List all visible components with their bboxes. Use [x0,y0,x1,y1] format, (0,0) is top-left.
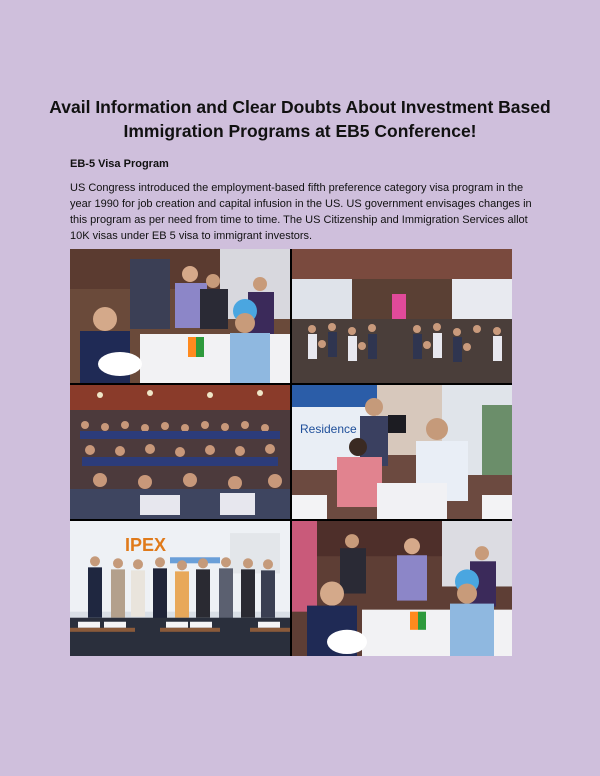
photo-collage [70,249,512,656]
photo-group-stage [70,521,290,656]
page-title: Avail Information and Clear Doubts About Investment Based Immigration Programs at EB5 Conference! [49,97,551,141]
photo-consultation-desk-alt [292,521,512,656]
banner-text: Residence [300,422,357,436]
photo-residence-booth [292,385,512,519]
backdrop-logo-text: IPEX [125,535,166,556]
body-paragraph: US Congress introduced the employment-based fifth preference category visa program in the year 1990 for job creation and capital infusion in the US. US government envisages changes in this program as per need from time to time. The US Citizenship and Immigration Services allot 10K visas under EB 5 visa to immigrant investors. [70,182,532,242]
section-heading: EB-5 Visa Program [70,158,169,170]
photo-seminar-audience [70,385,290,519]
photo-consultation-desk [70,249,290,383]
photo-exhibition-hall [292,249,512,383]
